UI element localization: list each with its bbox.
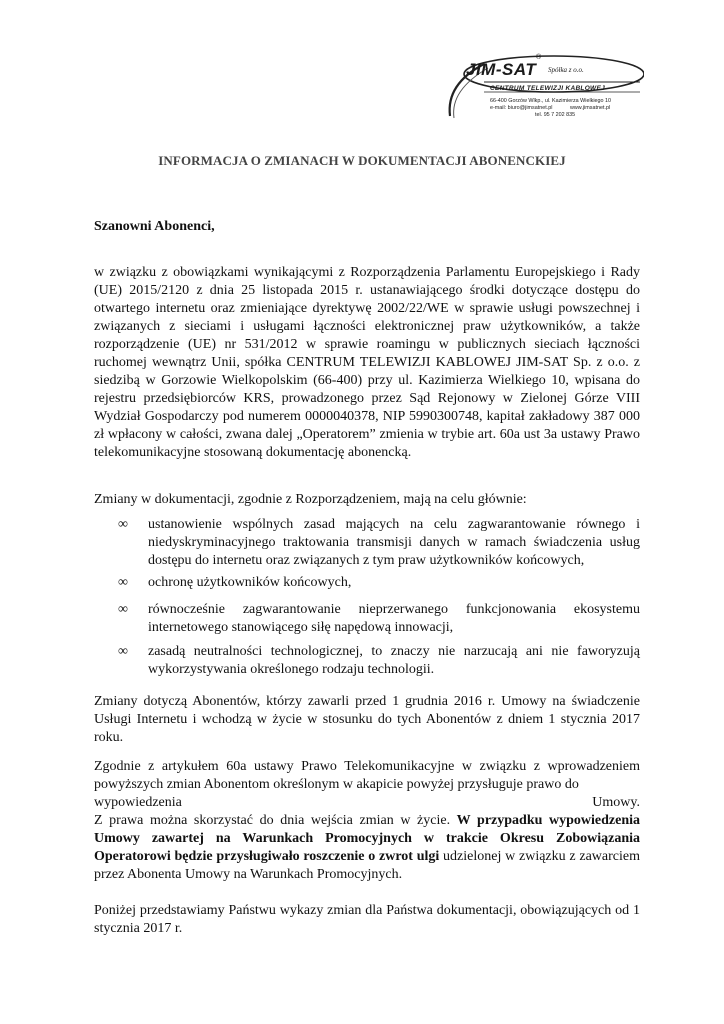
document-title: INFORMACJA O ZMIANACH W DOKUMENTACJI ABONENCKIEJ xyxy=(158,153,566,168)
list-item-text: ochronę użytkowników końcowych, xyxy=(148,575,352,590)
termination-word-right: Umowy. xyxy=(592,795,640,810)
logo-email: e-mail: biuro@jimsatnet.pl xyxy=(490,105,553,111)
greeting: Szanowni Abonenci, xyxy=(94,219,215,234)
termination-end-text: udzielonej w związku z zawarciem przez Abonenta Umowy na Warunkach Promocyjnych. xyxy=(94,849,640,882)
logo-phone: tel. 95 7 202 835 xyxy=(535,112,576,118)
infinity-bullet-icon: ∞ xyxy=(118,602,128,617)
paragraph-closing: Poniżej przedstawiamy Państwu wykazy zmian dla Państwa dokumentacji, obowiązujących od 1 stycznia 2017 r. xyxy=(94,903,640,936)
logo-registered-mark: ® xyxy=(536,54,542,61)
logo-address: 66-400 Gorzów Wlkp., ul. Kazimierza Wielkiego 10 xyxy=(490,98,612,104)
logo-company-form: Spółka z o.o. xyxy=(548,66,584,74)
list-item-text: zasadą neutralności technologicznej, to znaczy nie narzucają ani nie faworyzują wykorzystywania określonego rodzaju technologii. xyxy=(148,644,640,677)
logo-name: JIM-SAT xyxy=(466,60,537,79)
paragraph-goals-intro: Zmiany w dokumentacji, zgodnie z Rozporządzeniem, mają na celu głównie: xyxy=(94,492,527,507)
company-logo xyxy=(444,54,644,126)
termination-text: Zgodnie z artykułem 60a ustawy Prawo Telekomunikacyjne w związku z wprowadzeniem powyższych zmian Abonentom określonym w akapicie powyżej przysługuje prawo do xyxy=(94,759,640,792)
list-item-text: ustanowienie wspólnych zasad mających na celu zagwarantowanie równego i niedyskryminacyjnego traktowania transmisji danych w ramach świadczenia usług dostępu do internetu oraz związanych z tym praw użytkowników końcowych, xyxy=(148,517,640,568)
infinity-bullet-icon: ∞ xyxy=(118,517,128,532)
logo-subtitle: CENTRUM TELEWIZJI KABLOWEJ xyxy=(490,85,606,92)
termination-split-line xyxy=(94,794,640,812)
list-item xyxy=(94,601,640,637)
paragraph-termination xyxy=(94,758,640,884)
termination-deadline-text: Z prawa można skorzystać do dnia wejścia zmian w życie. xyxy=(94,813,457,828)
infinity-bullet-icon: ∞ xyxy=(118,644,128,659)
list-item xyxy=(94,516,640,570)
paragraph-scope: Zmiany dotyczą Abonentów, którzy zawarli przed 1 grudnia 2016 r. Umowy na świadczenie Usługi Internetu i wchodzą w życie w stosunku do tych Abonentów z dniem 1 stycznia 2017 roku. xyxy=(94,694,640,745)
paragraph-intro: w związku z obowiązkami wynikającymi z Rozporządzenia Parlamentu Europejskiego i Rady (UE) 2015/2120 z dnia 25 listopada 2015 r. ustanawiającego środki dotyczące dostępu do otwartego internetu oraz zmieniające dyrektywę 2002/22/WE w sprawie usługi powszechnej i związanych z sieciami i usługami łączności elektronicznej praw użytkowników, a także rozporządzenie (UE) nr 531/2012 w sprawie roamingu w publicznych sieciach łączności ruchomej wewnątrz Unii, spółka CENTRUM TELEWIZJI KABLOWEJ JIM-SAT Sp. z o.o. z siedzibą w Gorzowie Wielkopolskim (66-400) przy ul. Kazimierza Wielkiego 10, wpisana do rejestru przedsiębiorców KRS, prowadzonego przez Sąd Rejonowy w Zielonej Górze VIII Wydział Gospodarczy pod numerem 0000040378, NIP 5990300748, kapitał zakładowy 387 000 zł wpłacony w całości, zwana dalej „Operatorem” zmienia w trybie art. 60a ust 3a ustawy Prawo telekomunikacyjne stosowaną dokumentację abonencką. xyxy=(94,265,640,460)
infinity-bullet-icon: ∞ xyxy=(118,575,128,590)
list-item xyxy=(94,574,640,592)
termination-bold-notice: W przypadku wypowiedzenia Umowy zawartej na Warunkach Promocyjnych w trakcie Okresu Zobowiązania Operatorowi będzie przysługiwało roszczenie o zwrot ulgi xyxy=(94,813,640,864)
logo-website: www.jimsatnet.pl xyxy=(570,105,611,111)
list-item-text: równocześnie zagwarantowanie nieprzerwanego funkcjonowania ekosystemu internetowego stanowiącego siłę napędową innowacji, xyxy=(148,602,640,635)
termination-word-left: wypowiedzenia xyxy=(94,795,182,810)
list-item xyxy=(94,643,640,679)
